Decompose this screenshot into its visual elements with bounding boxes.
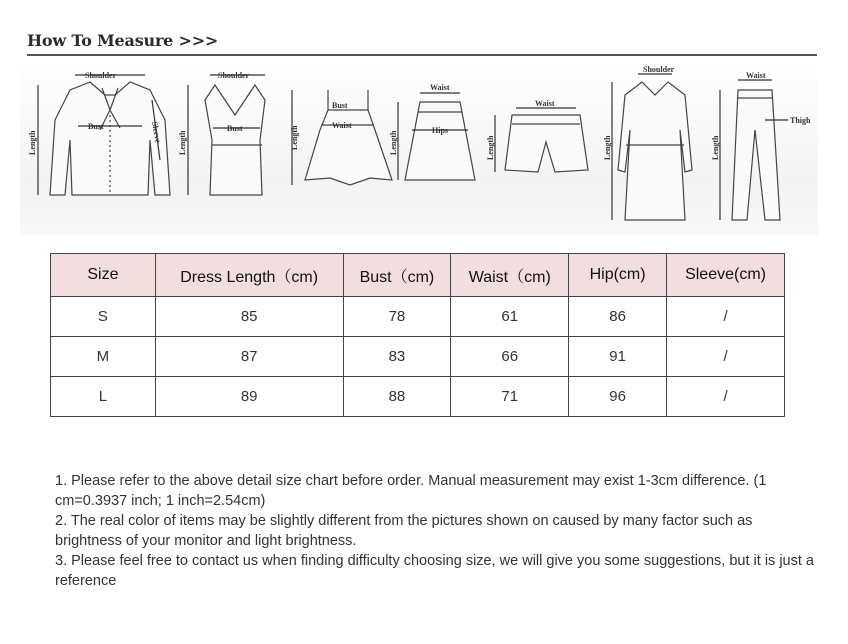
tank-bust-label: Bust [227, 124, 243, 133]
size-chart-table [50, 253, 785, 417]
cell-sleeve: / [667, 337, 785, 377]
blouse-diagram [28, 71, 170, 195]
table-row [51, 377, 785, 417]
coat-diagram [603, 65, 692, 220]
header-dress-length: Dress Length（cm) [155, 254, 343, 297]
cell-dress-length: 85 [155, 297, 343, 337]
table-row [51, 297, 785, 337]
header-size: Size [51, 254, 156, 297]
header-waist: Waist（cm) [451, 254, 569, 297]
tank-shoulder-label: Shoulder [218, 71, 250, 80]
cami-length-label: Length [290, 125, 299, 150]
coat-length-label: Length [603, 135, 612, 160]
shorts-waist-label: Waist [535, 99, 555, 108]
shorts-diagram [486, 99, 588, 172]
header-underline [27, 54, 817, 56]
table-header-row [51, 254, 785, 297]
header-title: How To Measure >>> [27, 31, 219, 50]
cell-bust: 78 [343, 297, 451, 337]
cell-hip: 96 [569, 377, 667, 417]
note-item: 1. Please refer to the above detail size chart before order. Manual measurement may exist 1-3cm difference. (1 cm=0.3937 inch; 1 inch=2.54cm) [55, 473, 767, 509]
cell-bust: 88 [343, 377, 451, 417]
note-item: 3. Please feel free to contact us when finding difficulty choosing size, we will give you some suggestions, but it is just a reference [55, 553, 814, 589]
note-item: 2. The real color of items may be slightly different from the pictures shown on caused by many factor such as brightness of your monitor and light brightness. [55, 513, 753, 549]
skirt-length-label: Length [389, 130, 398, 155]
cell-dress-length: 89 [155, 377, 343, 417]
cell-sleeve: / [667, 377, 785, 417]
size-notes [55, 471, 815, 591]
blouse-bust-label: Bust [88, 122, 104, 131]
cami-dress-diagram [290, 90, 392, 185]
coat-shoulder-label: Shoulder [643, 65, 675, 74]
how-to-measure-header [27, 28, 817, 56]
blouse-sleeve-label: Sleeve [150, 120, 163, 144]
cami-bust-label: Bust [332, 101, 348, 110]
cell-waist: 66 [451, 337, 569, 377]
trousers-length-label: Length [711, 135, 720, 160]
cell-waist: 61 [451, 297, 569, 337]
header-bust: Bust（cm) [343, 254, 451, 297]
skirt-waist-label: Waist [430, 83, 450, 92]
cell-dress-length: 87 [155, 337, 343, 377]
tank-top-diagram [178, 71, 265, 195]
cell-sleeve: / [667, 297, 785, 337]
cell-size: M [51, 337, 156, 377]
blouse-shoulder-label: Shoulder [85, 71, 117, 80]
cami-waist-label: Waist [332, 121, 352, 130]
skirt-hips-label: Hips [432, 126, 449, 135]
cell-hip: 86 [569, 297, 667, 337]
cell-hip: 91 [569, 337, 667, 377]
header-hip: Hip(cm) [569, 254, 667, 297]
cell-size: L [51, 377, 156, 417]
cell-bust: 83 [343, 337, 451, 377]
blouse-length-label: Length [28, 130, 37, 155]
header-sleeve: Sleeve(cm) [667, 254, 785, 297]
trousers-thigh-label: Thigh [790, 116, 811, 125]
table-row [51, 337, 785, 377]
tank-length-label: Length [178, 130, 187, 155]
trousers-diagram [711, 71, 811, 220]
trousers-waist-label: Waist [746, 71, 766, 80]
skirt-diagram [389, 83, 475, 180]
shorts-length-label: Length [486, 135, 495, 160]
cell-size: S [51, 297, 156, 337]
measurement-diagrams [20, 60, 818, 235]
cell-waist: 71 [451, 377, 569, 417]
